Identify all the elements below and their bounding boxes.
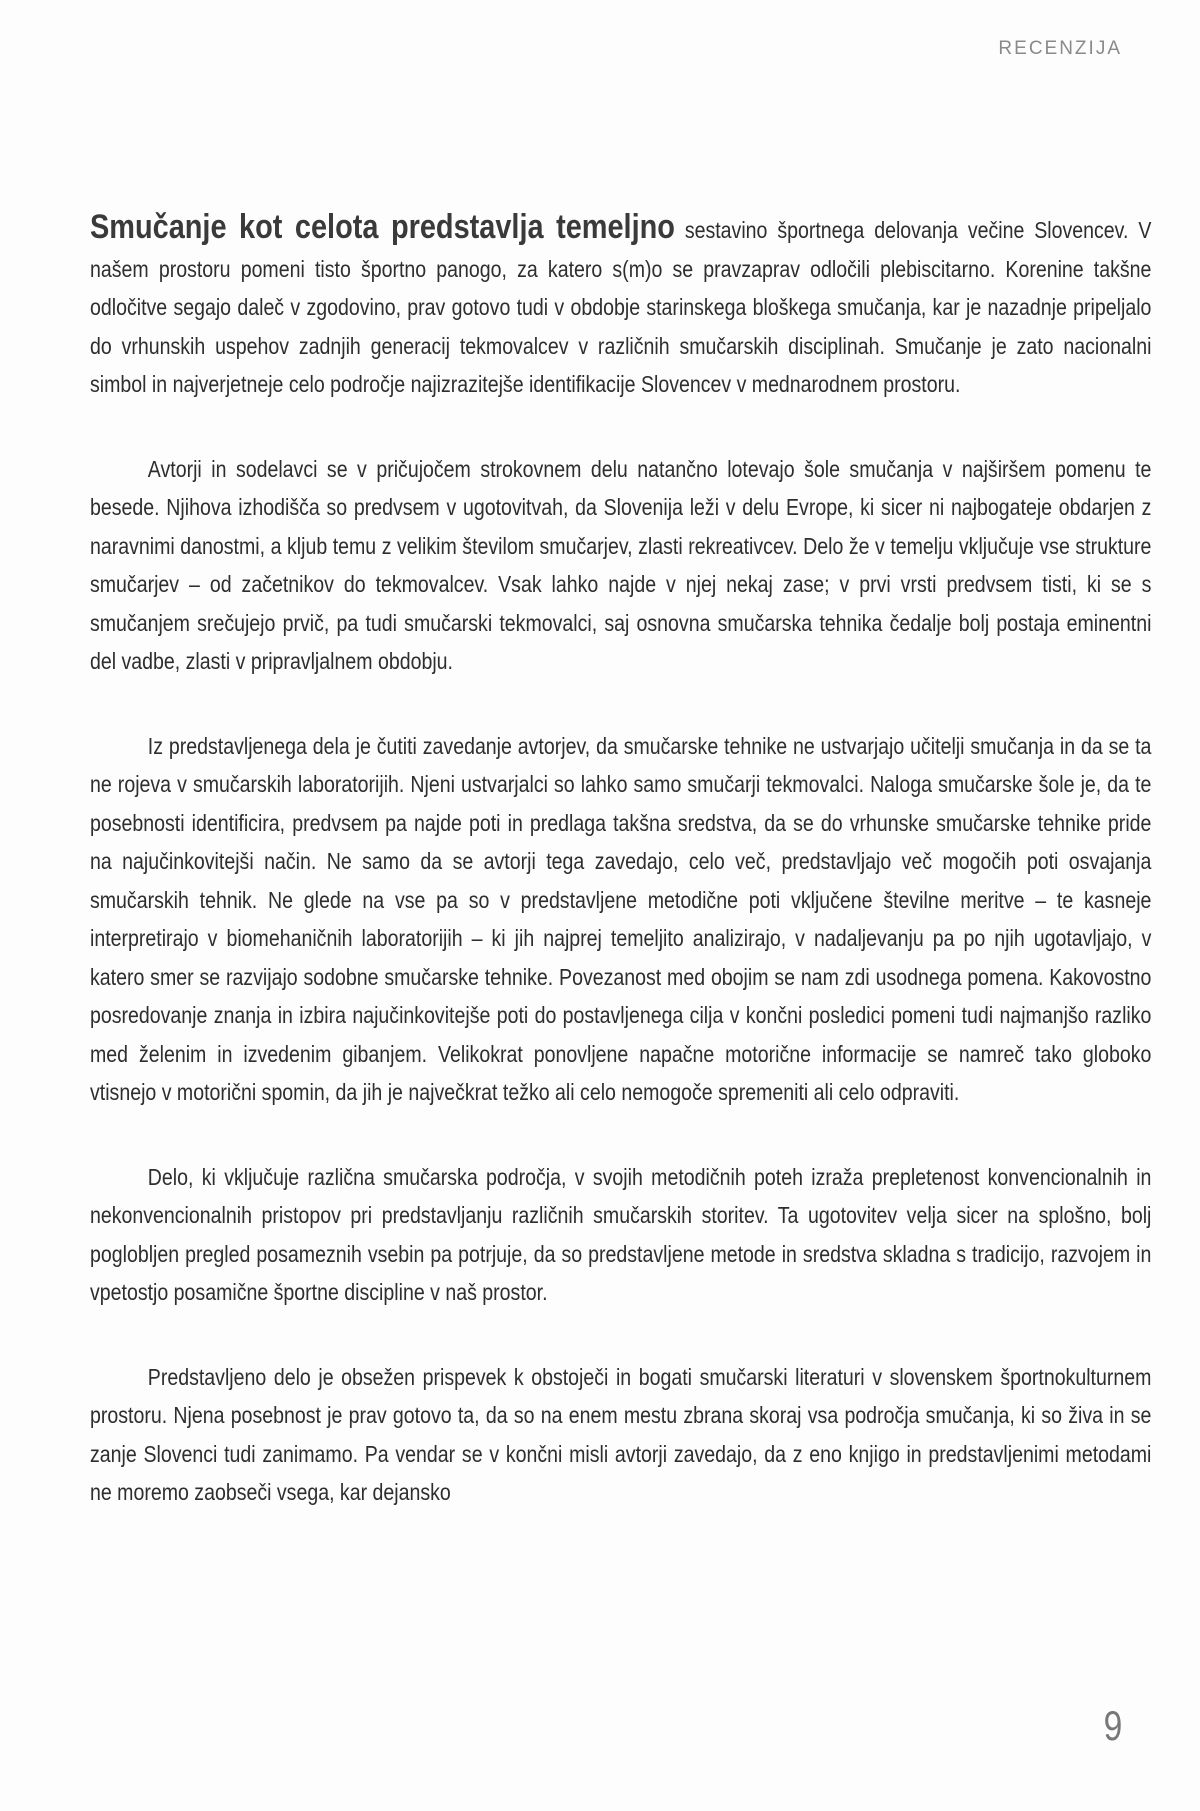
section-header: RECENZIJA xyxy=(998,38,1122,59)
paragraph-1-text: sestavino športnega delovanja večine Slovencev. V našem prostoru pomeni tisto športno panogo, za katero s(m)o se pravzaprav odločili plebiscitarno. Korenine takšne odločitve segajo daleč v zgodovino, prav gotovo tudi v obdobje starinskega bloškega smučanja, kar je nazadnje pripeljalo do vrhunskih uspehov zadnjih generacij tekmovalcev v različnih smučarskih disciplinah. Smučanje je zato nacionalni simbol in najverjetneje celo področje najizrazitejše identifikacije Slovencev v mednarodnem prostoru. xyxy=(90,217,1152,397)
lead-in-bold: Smučanje kot celota predstavlja temeljno xyxy=(90,208,675,246)
paragraph-5: Predstavljeno delo je obsežen prispevek k obstoječi in bogati smučarski literaturi v slovenskem športnokulturnem prostoru. Njena posebnost je prav gotovo ta, da so na enem mestu zbrana skoraj vsa področja smučanja, ki so živa in se zanje Slovenci tudi zanimamo. Pa vendar se v končni misli avtorji zavedajo, da z eno knjigo in predstavljenimi metodami ne moremo zaobseči vsega, kar dejansko xyxy=(90,1363,1152,1505)
paragraph-4: Delo, ki vključuje različna smučarska področja, v svojih metodičnih poteh izraža prepletenost konvencionalnih in nekonvencionalnih pristopov pri predstavljanju različnih smučarskih storitev. Ta ugotovitev velja sicer na splošno, bolj poglobljen pregled posameznih vsebin pa potrjuje, da so predstavljene metode in sredstva skladna s tradicijo, razvojem in vpetostjo posamične športne discipline v naš prostor. xyxy=(90,1163,1152,1305)
paragraph-3: Iz predstavljenega dela je čutiti zavedanje avtorjev, da smučarske tehnike ne ustvarjajo učitelji smučanja in da se ta ne rojeva v smučarskih laboratorijih. Njeni ustvarjalci so lahko samo smučarji tekmovalci. Naloga smučarske šole je, da te posebnosti identificira, predvsem pa najde poti in predlaga takšna sredstva, da se do vrhunske smučarske tehnike pride na najučinkovitejši način. Ne samo da se avtorji tega zavedajo, celo več, predstavljajo več mogočih poti osvajanja smučarskih tehnik. Ne glede na vse pa so v predstavljene metodične poti vključene številne meritve – te kasneje interpretirajo v biomehaničnih laboratorijih – ki jih najprej temeljito analizirajo, v nadaljevanju pa po njih ugotavljajo, v katero smer se razvijajo sodobne smučarske tehnike. Povezanost med obojim se nam zdi usodnega pomena. Kakovostno posredovanje znanja in izbira najučinkovitejše poti do postavljenega cilja v končni posledici pomeni tudi najmanjšo razliko med želenim in izvedenim gibanjem. Velikokrat ponovljene napačne motorične informacije se namreč tako globoko vtisnejo v motorični spomin, da jih je največkrat težko ali celo nemogoče spremeniti ali celo odpraviti. xyxy=(90,732,1152,1105)
page-number: 9 xyxy=(1103,1702,1122,1749)
paragraph-2: Avtorji in sodelavci se v pričujočem strokovnem delu natančno lotevajo šole smučanja v najširšem pomenu te besede. Njihova izhodišča so predvsem v ugotovitvah, da Slovenija leži v delu Evrope, ki sicer ni najbogateje obdarjen z naravnimi danostmi, a kljub temu z velikim številom smučarjev, zlasti rekreativcev. Delo že v temelju vključuje vse strukture smučarjev – od začetnikov do tekmovalcev. Vsak lahko najde v njej nekaj zase; v prvi vrsti predvsem tisti, ki se s smučanjem srečujejo prvič, pa tudi smučarski tekmovalci, saj osnovna smučarska tehnika čedalje bolj postaja eminentni del vadbe, zlasti v pripravljalnem obdobju. xyxy=(90,455,1152,674)
article-body xyxy=(90,208,1152,1558)
paragraph-1 xyxy=(90,208,1151,404)
